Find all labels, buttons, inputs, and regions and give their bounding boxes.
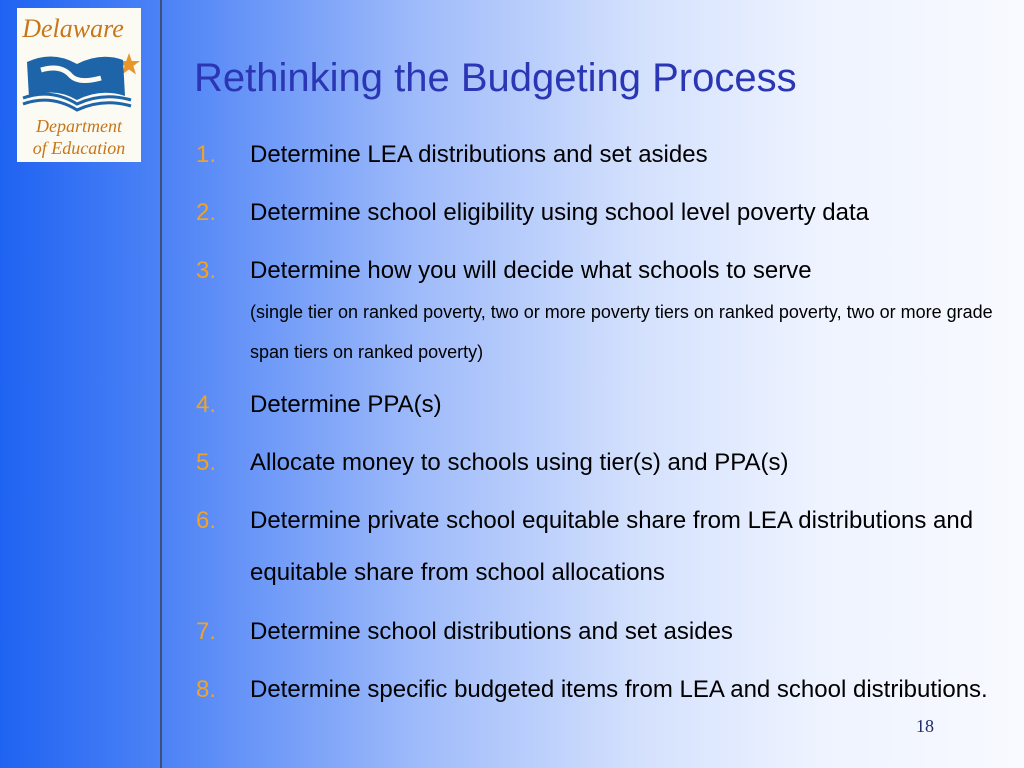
slide-title: Rethinking the Budgeting Process — [194, 56, 797, 100]
steps-list — [196, 136, 1006, 716]
list-item — [196, 386, 1006, 424]
item-text: Determine school eligibility using school level poverty data — [250, 199, 869, 226]
item-text: Determine LEA distributions and set asides — [250, 141, 708, 168]
item-number: 4. — [196, 391, 217, 418]
sidebar-divider — [160, 0, 162, 768]
item-number: 3. — [196, 257, 217, 284]
list-item — [196, 444, 1006, 482]
logo-line-education: of Education — [32, 138, 126, 158]
item-text: Determine specific budgeted items from LEA and school distributions. — [250, 676, 988, 703]
item-text: Determine school distributions and set asides — [250, 618, 733, 645]
item-subtext: (single tier on ranked poverty, two or more poverty tiers on ranked poverty, two or more grade span tiers on ranked poverty) — [250, 302, 993, 362]
item-number: 6. — [196, 507, 217, 534]
item-number: 1. — [196, 141, 217, 168]
item-text: Determine PPA(s) — [250, 391, 442, 418]
delaware-doe-logo — [17, 8, 141, 162]
page-number: 18 — [916, 716, 934, 736]
logo-wordmark: Delaware — [22, 14, 124, 43]
item-number: 2. — [196, 199, 217, 226]
item-number: 7. — [196, 618, 217, 645]
list-item — [196, 613, 1006, 651]
open-book-icon — [19, 48, 137, 112]
item-text: Determine how you will decide what schools to serve — [250, 257, 812, 284]
list-item — [196, 136, 1006, 174]
item-text: Allocate money to schools using tier(s) and PPA(s) — [250, 449, 789, 476]
item-number: 5. — [196, 449, 217, 476]
item-number: 8. — [196, 676, 217, 703]
list-item — [196, 194, 1006, 232]
logo-line-department: Department — [36, 116, 122, 136]
list-item — [196, 671, 1006, 716]
item-text: Determine private school equitable share from LEA distributions and equitable share from school allocations — [250, 507, 974, 586]
list-item — [196, 502, 1006, 599]
list-item — [196, 252, 1006, 372]
